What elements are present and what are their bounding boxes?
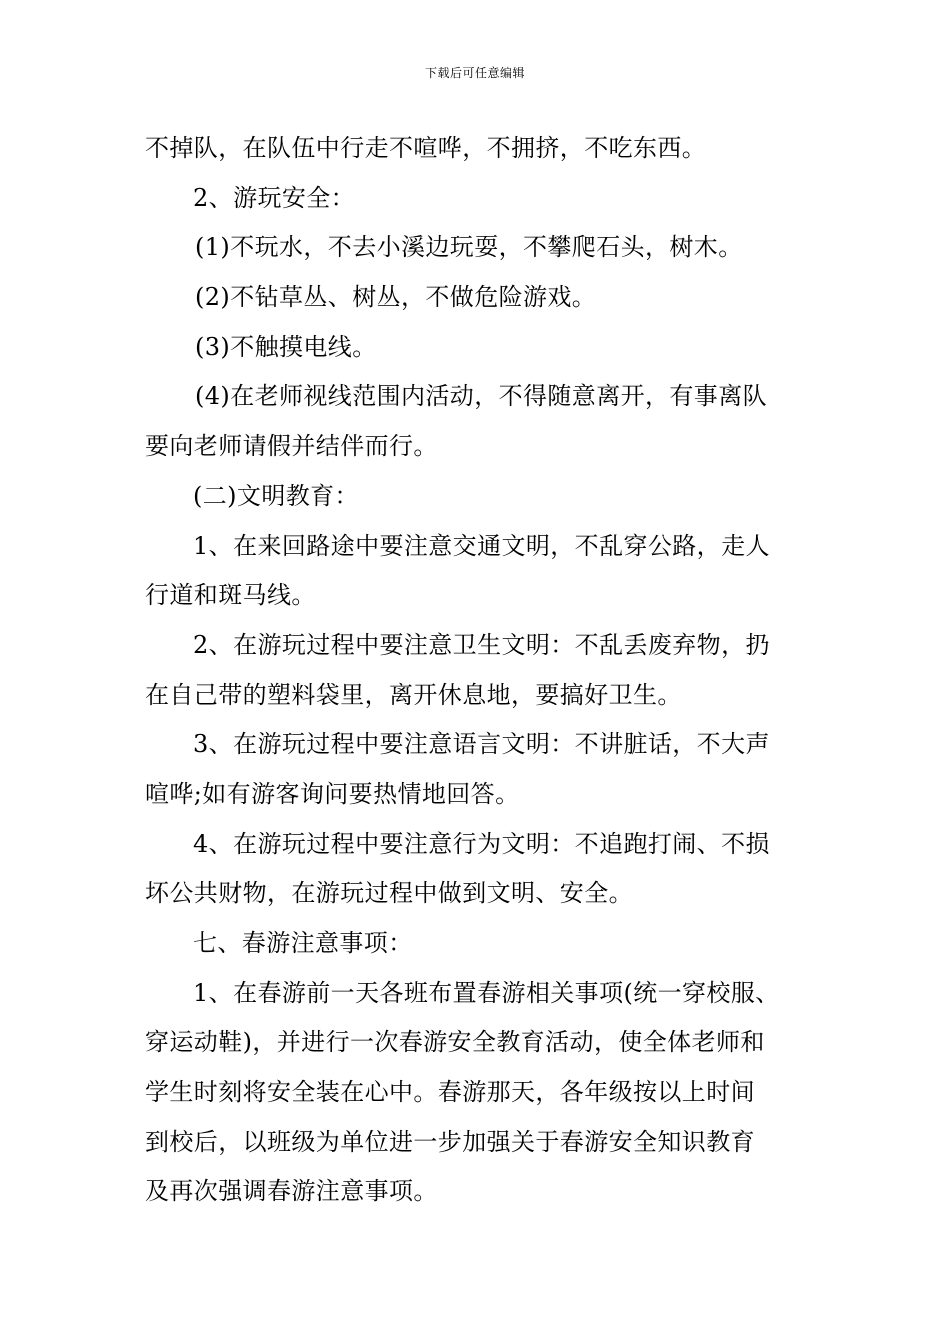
list-item: (1)不玩水，不去小溪边玩耍，不攀爬石头，树木。 <box>195 233 743 262</box>
paragraph-start: 1、在春游前一天各班布置春游相关事项(统一穿校服、 <box>193 978 780 1007</box>
paragraph-start: 2、在游玩过程中要注意卫生文明：不乱丢废弃物，扔 <box>193 630 770 659</box>
section-heading: 七、春游注意事项： <box>193 929 413 957</box>
list-item: (3)不触摸电线。 <box>195 332 377 361</box>
text-line: 不掉队，在队伍中行走不喧哗，不拥挤，不吃东西。 <box>145 134 707 162</box>
page-header: 下载后可任意编辑 <box>424 66 525 80</box>
paragraph-start: 1、在来回路途中要注意交通文明，不乱穿公路，走人 <box>193 531 770 560</box>
text-line: 及再次强调春游注意事项。 <box>145 1177 438 1206</box>
text-line: 坏公共财物，在游玩过程中做到文明、安全。 <box>145 879 633 908</box>
text-line: 穿运动鞋)，并进行一次春游安全教育活动，使全体老师和 <box>145 1028 765 1057</box>
document-body <box>145 124 810 1217</box>
paragraph-start: 3、在游玩过程中要注意语言文明：不讲脏话，不大声 <box>193 730 770 759</box>
list-item: (2)不钻草丛、树丛，不做危险游戏。 <box>195 283 597 312</box>
text-line: 要向老师请假并结伴而行。 <box>145 432 438 461</box>
section-heading: (二)文明教育： <box>193 481 359 510</box>
list-item: (4)在老师视线范围内活动，不得随意离开，有事离队 <box>195 382 767 411</box>
text-line: 学生时刻将安全装在心中。春游那天，各年级按以上时间 <box>145 1078 755 1107</box>
section-heading: 2、游玩安全： <box>193 183 356 212</box>
paragraph-start: 4、在游玩过程中要注意行为文明：不追跑打闹、不损 <box>193 829 770 858</box>
text-line: 在自己带的塑料袋里，离开休息地，要搞好卫生。 <box>145 680 682 709</box>
text-line: 到校后，以班级为单位进一步加强关于春游安全知识教育 <box>145 1127 755 1156</box>
text-line: 行道和斑马线。 <box>145 581 316 610</box>
text-line: 喧哗;如有游客询问要热情地回答。 <box>145 779 520 808</box>
